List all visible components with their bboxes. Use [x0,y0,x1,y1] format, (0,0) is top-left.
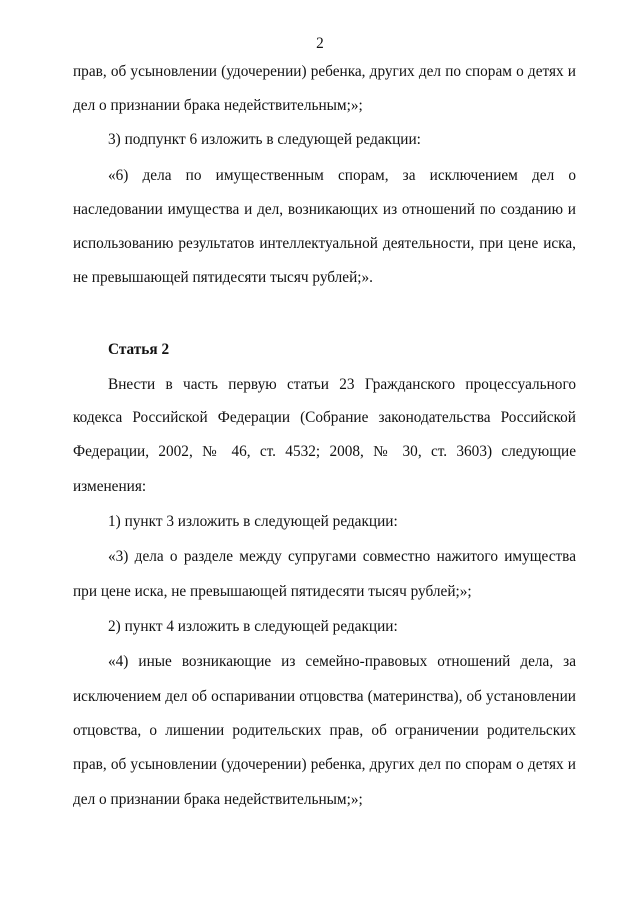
text-line: использованию результатов интеллектуальной деятельности, при цене иска, [73,235,576,252]
text-line: «3) дела о разделе между супругами совместно нажитого имущества [108,548,576,565]
text-line: не превышающей пятидесяти тысяч рублей;». [73,269,373,286]
text-line: изменения: [73,478,147,495]
article-heading: Статья 2 [108,341,170,358]
text-line: «6) дела по имущественным спорам, за исключением дел о [108,167,576,184]
text-line: 2) пункт 4 изложить в следующей редакции: [108,618,398,635]
text-line: дел о признании брака недействительным;»; [73,791,363,808]
text-line: дел о признании брака недействительным;»; [73,97,363,114]
text-line: прав, об усыновлении (удочерении) ребенка, других дел по спорам о детях и [73,756,576,773]
text-line: отцовства, о лишении родительских прав, об ограничении родительских [73,722,576,739]
text-line: 3) подпункт 6 изложить в следующей редакции: [108,131,421,148]
text-line: 1) пункт 3 изложить в следующей редакции: [108,513,398,530]
text-line: при цене иска, не превышающей пятидесяти тысяч рублей;»; [73,583,472,600]
text-line: «4) иные возникающие из семейно-правовых отношений дела, за [108,653,576,670]
text-line: наследовании имущества и дел, возникающих из отношений по созданию и [73,201,576,218]
text-line: Федерации, 2002, № 46, ст. 4532; 2008, № 30, ст. 3603) следующие [73,443,576,460]
page-number: 2 [316,35,324,52]
text-line: прав, об усыновлении (удочерении) ребенка, других дел по спорам о детях и [73,63,576,80]
text-line: кодекса Российской Федерации (Собрание законодательства Российской [73,409,576,426]
text-line: исключением дел об оспаривании отцовства (материнства), об установлении [73,688,576,705]
text-line: Внести в часть первую статьи 23 Гражданского процессуального [108,376,576,393]
